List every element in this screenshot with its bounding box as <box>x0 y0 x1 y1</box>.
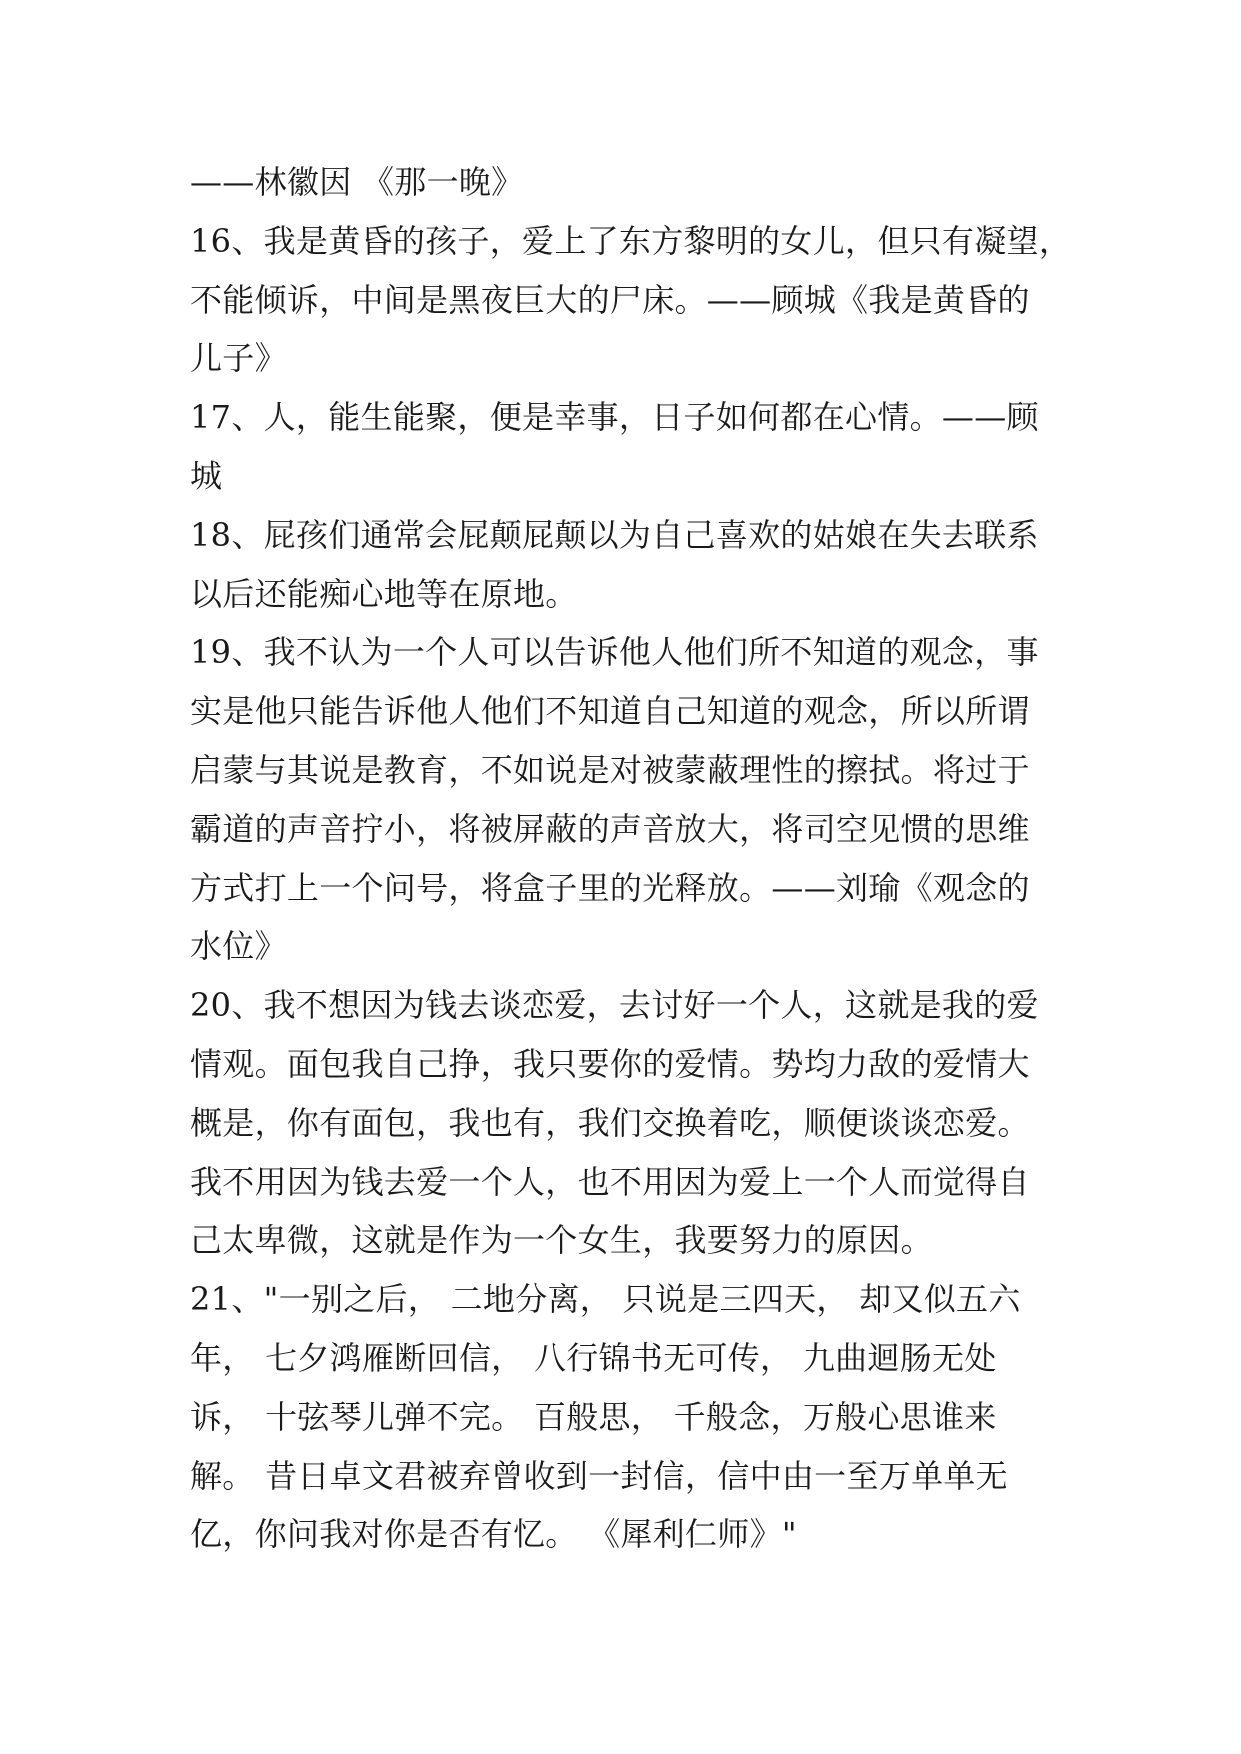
quote-21-line-1: 21、"一别之后， 二地分离， 只说是三四天， 却又似五六 <box>190 1280 1021 1319</box>
body-text <box>190 153 1070 1564</box>
quote-21-line-4: 解。 昔日卓文君被弃曾收到一封信，信中由一至万单单无 <box>190 1456 1008 1495</box>
quote-16-line-1: 16、我是黄昏的孩子，爱上了东方黎明的女儿，但只有凝望， <box>190 221 1072 260</box>
quote-19-line-1: 19、我不认为一个人可以告诉他人他们所不知道的观念，事 <box>190 633 1039 672</box>
quote-20-line-4: 我不用因为钱去爱一个人，也不用因为爱上一个人而觉得自 <box>190 1162 1030 1201</box>
quote-19-line-4: 霸道的声音拧小，将被屏蔽的声音放大，将司空见惯的思维 <box>190 809 1030 848</box>
quote-16-line-3: 儿子》 <box>190 339 287 378</box>
quote-17-line-2: 城 <box>190 456 223 495</box>
quote-20-line-1: 20、我不想因为钱去谈恋爱，去讨好一个人，这就是我的爱 <box>190 986 1039 1025</box>
quote-20-line-3: 概是，你有面包，我也有，我们交换着吃，顺便谈谈恋爱。 <box>190 1103 1030 1142</box>
quote-21-line-5: 亿，你问我对你是否有忆。 《犀利仁师》" <box>190 1515 797 1554</box>
quote-17-line-1: 17、人，能生能聚，便是幸事，日子如何都在心情。——顾 <box>190 398 1039 437</box>
quote-19-line-3: 启蒙与其说是教育，不如说是对被蒙蔽理性的擦拭。将过于 <box>190 750 1030 789</box>
quote-19-line-6: 水位》 <box>190 927 287 966</box>
quote-19-line-2: 实是他只能告诉他人他们不知道自己知道的观念，所以所谓 <box>190 692 1030 731</box>
quote-16-line-2: 不能倾诉，中间是黑夜巨大的尸床。——顾城《我是黄昏的 <box>190 280 1030 319</box>
quote-21-line-2: 年， 七夕鸿雁断回信， 八行锦书无可传， 九曲迴肠无处 <box>190 1338 997 1377</box>
quote-19-line-5: 方式打上一个问号，将盒子里的光释放。——刘瑜《观念的 <box>190 868 1030 907</box>
quote-20-line-2: 情观。面包我自己挣，我只要你的爱情。势均力敌的爱情大 <box>190 1044 1030 1083</box>
quote-20-line-5: 己太卑微，这就是作为一个女生，我要努力的原因。 <box>190 1221 933 1260</box>
quote-21-line-3: 诉， 十弦琴儿弹不完。 百般思， 千般念，万般心思谁来 <box>190 1397 997 1436</box>
quote-18-line-2: 以后还能痴心地等在原地。 <box>190 574 578 613</box>
quote-18-line-1: 18、屁孩们通常会屁颠屁颠以为自己喜欢的姑娘在失去联系 <box>190 515 1039 554</box>
attribution-line: ——林徽因 《那一晚》 <box>190 163 524 201</box>
